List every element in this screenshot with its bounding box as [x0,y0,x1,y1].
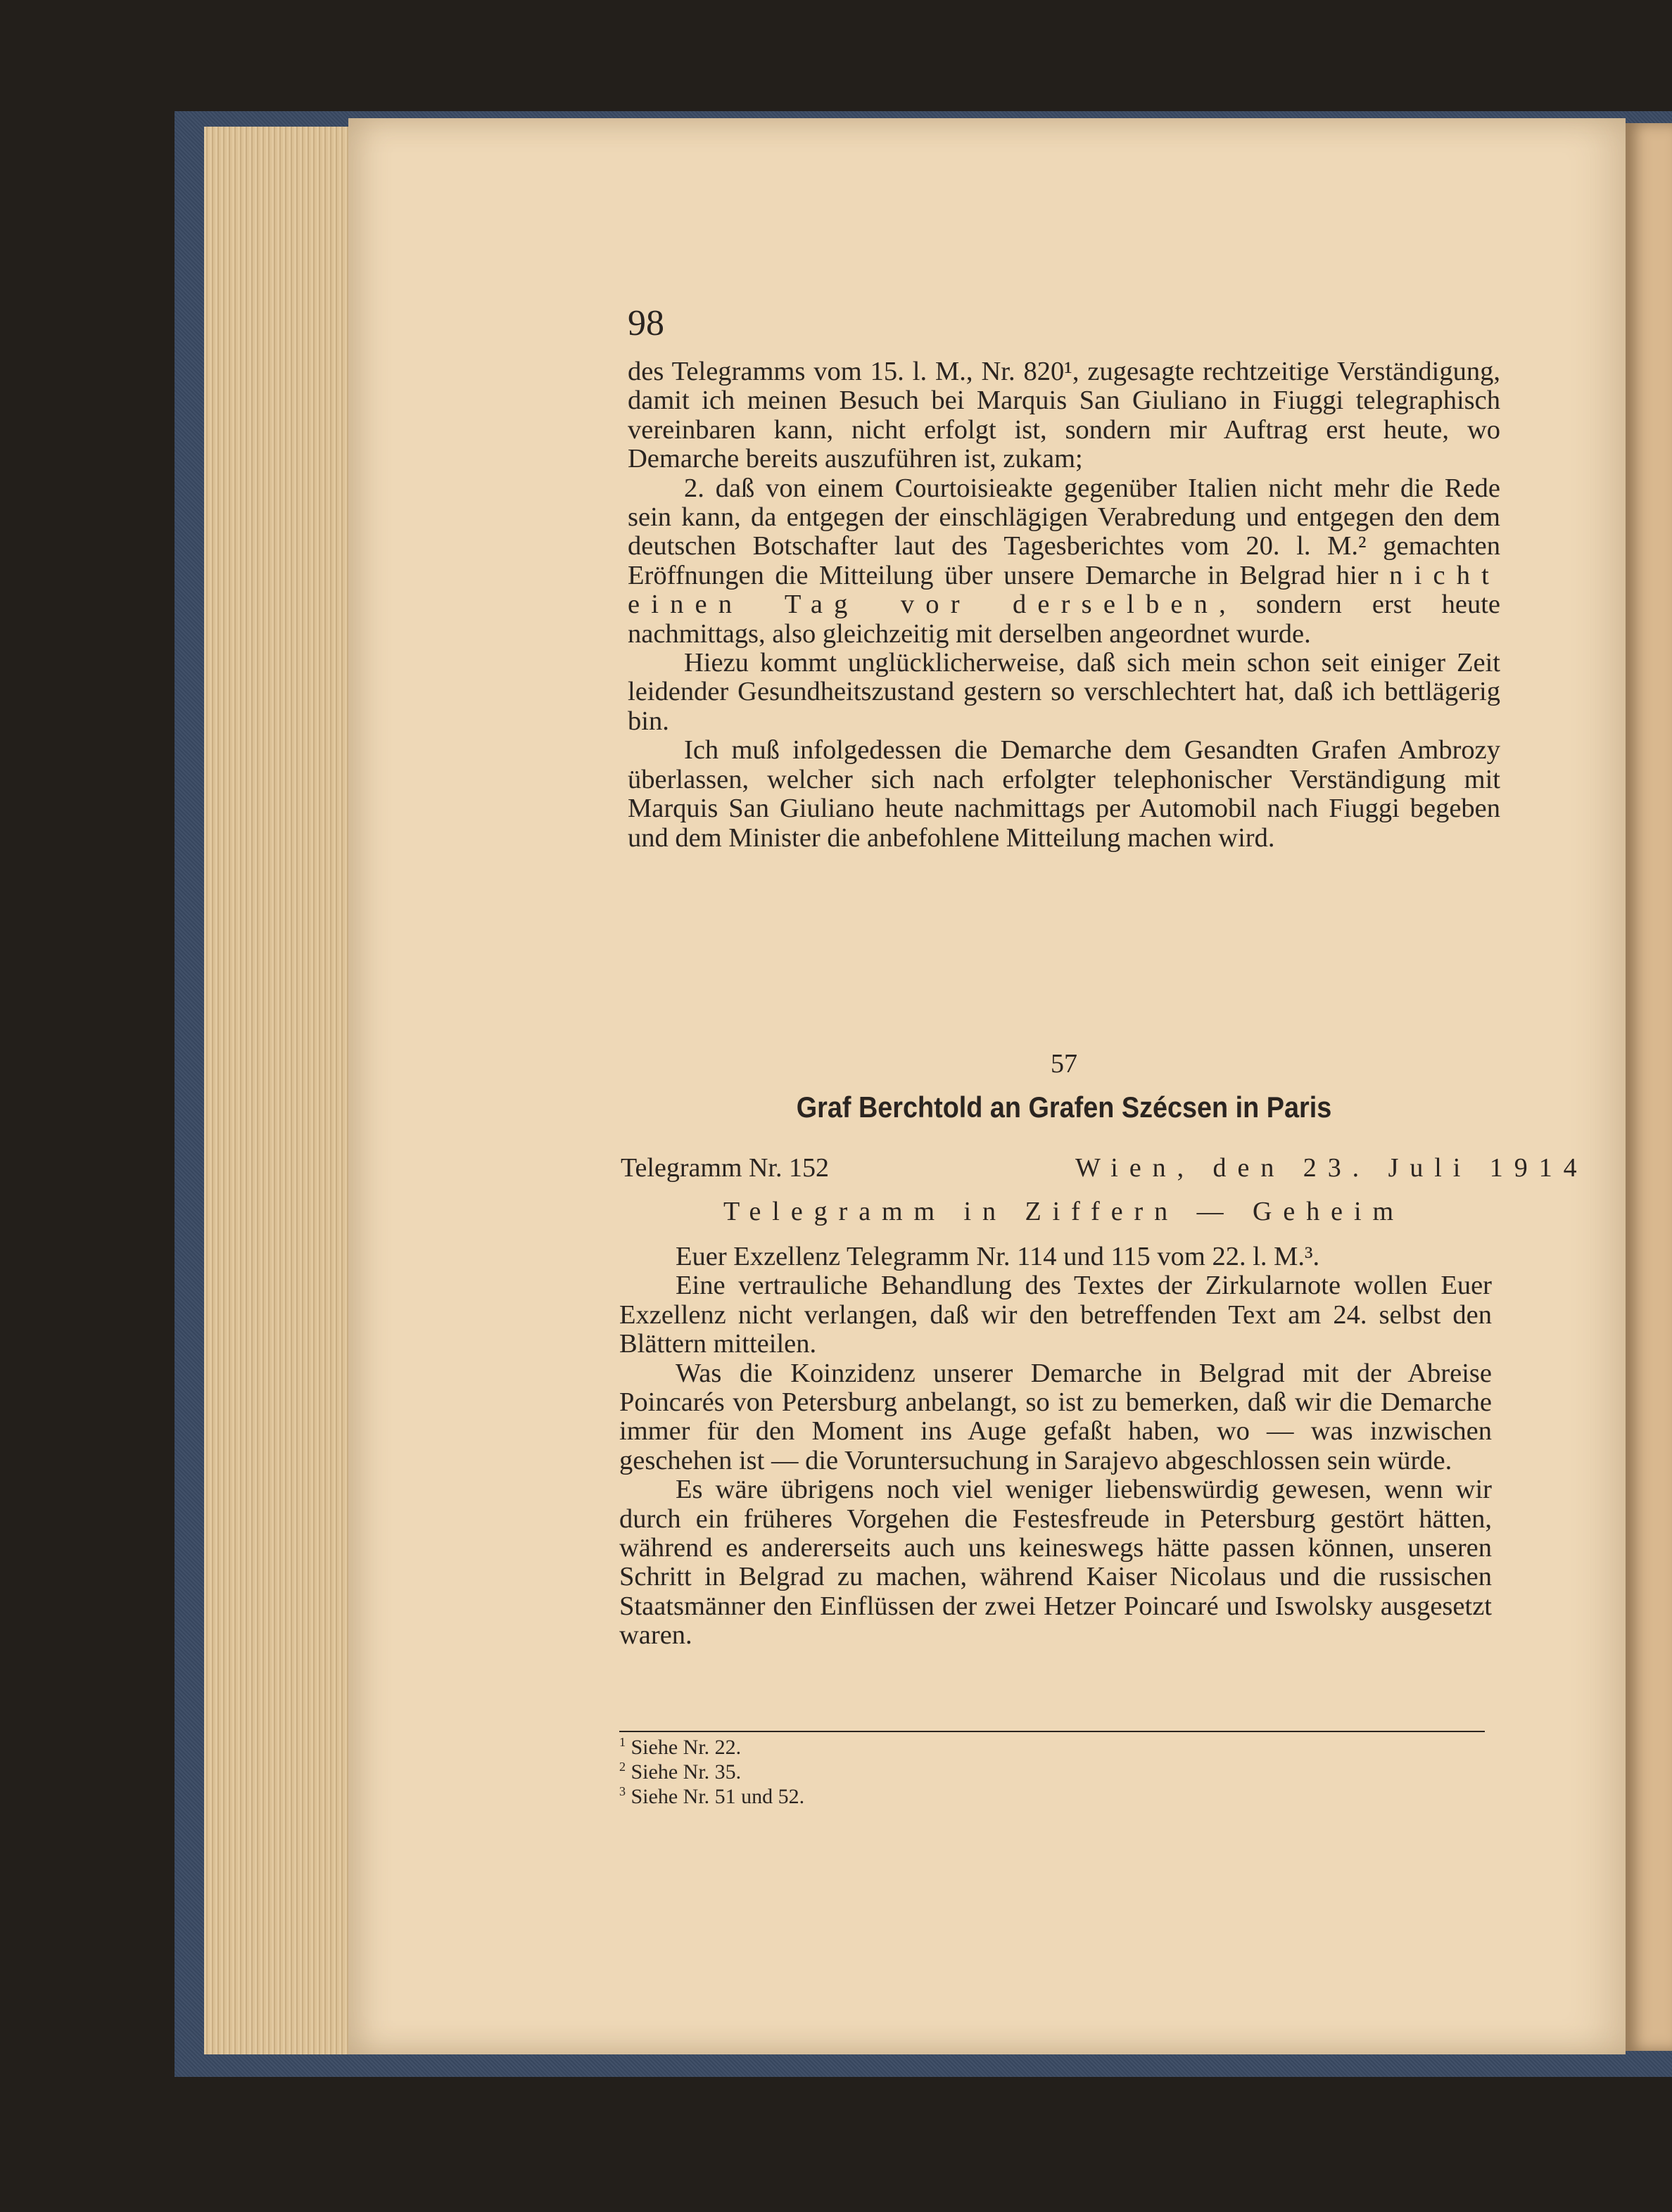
paragraph: Eine vertrauliche Behandlung des Textes der Zirkularnote wollen Euer Exzellenz nicht verlangen, daß wir den betreffenden Text am 24. selbst den Blättern mitteilen. [619,1271,1492,1359]
footnote-mark: 3 [619,1784,626,1798]
footnote [619,1760,804,1784]
emphasis-spaced: nicht einen Tag vor derselben [628,560,1500,620]
facing-page-edge [1626,123,1672,2051]
document-number: 57 [1051,1049,1077,1079]
paragraph-text: , sondern erst heute nachmittags, also gleichzeitig mit derselben angeordnet wurde. [628,590,1501,649]
footnotes [619,1735,804,1809]
paragraph-text: 2. daß von einem Courtoisieakte gegenüber Italien nicht mehr die Rede sein kann, da entgegen der einschlägigen Verabredung und entgegen den dem deutschen Botschafter laut des Tagesberichtes vom 20. l. M.² gemachten Eröffnungen die Mitteilung über unsere Demarche in Belgrad hier [628,473,1500,590]
paragraph: Euer Exzellenz Telegramm Nr. 114 und 115 vom 22. l. M.³. [676,1242,1320,1271]
paragraph [628,474,1500,649]
footnote-text: Siehe Nr. 35. [631,1760,742,1784]
paragraph: Hiezu kommt unglücklicherweise, daß sich mein schon seit einiger Zeit leidender Gesundheitszustand gestern so verschlechtert hat, daß ich bettlägerig bin. [628,648,1500,736]
footnote-mark: 2 [619,1760,626,1774]
page-number: 98 [628,303,664,343]
footnote [619,1735,804,1760]
footnote-text: Siehe Nr. 51 und 52. [631,1785,805,1808]
place-date: Wien, den 23. Juli 1914 [1075,1153,1588,1183]
telegram-number: Telegramm Nr. 152 [621,1153,829,1183]
paragraph: Ich muß infolgedessen die Demarche dem Gesandten Grafen Ambrozy überlassen, welcher sich nach erfolgter telephonischer Verständigung mit Marquis San Giuliano heute nachmittags per Automobil nach Fiuggi begeben und dem Minister die anbefohlene Mitteilung machen wird. [628,735,1500,853]
paragraph: des Telegramms vom 15. l. M., Nr. 820¹, zugesagte rechtzeitige Verständigung, damit ich meinen Besuch bei Marquis San Giuliano in Fiuggi telegraphisch vereinbaren kann, nicht erfolgt ist, sondern mir Auftrag erst heute, wo Demarche bereits auszuführen ist, zukam; [628,357,1500,474]
paragraph: Was die Koinzidenz unserer Demarche in Belgrad mit der Abreise Poincarés von Petersburg anbelangt, so ist zu bemerken, daß wir die Demarche immer für den Moment ins Auge gefaßt haben, wo — was inzwischen geschehen ist — die Voruntersuchung in Sarajevo abgeschlossen sein würde. [619,1358,1492,1475]
page-edges [204,127,366,2054]
footnote-divider [619,1731,1485,1732]
telegram-body [619,1242,1492,1651]
telegram-type: Telegramm in Ziffern — Geheim [723,1197,1405,1226]
paragraph: Es wäre übrigens noch viel weniger liebenswürdig gewesen, wenn wir durch ein früheres Vorgehen die Festesfreude in Petersburg gestört hätten, während es andererseits auch uns keineswegs hätte passen können, unseren Schritt in Belgrad zu machen, während Kaiser Nicolaus und die russischen Staatsmänner den Einflüssen der zwei Hetzer Poincaré und Iswolsky ausgesetzt waren. [619,1475,1492,1651]
footnote [619,1784,804,1809]
document-title: Graf Berchtold an Grafen Szécsen in Paris [796,1091,1332,1124]
footnote-mark: 1 [619,1735,626,1749]
footnote-text: Siehe Nr. 22. [631,1736,742,1759]
letter-continuation [628,357,1500,853]
